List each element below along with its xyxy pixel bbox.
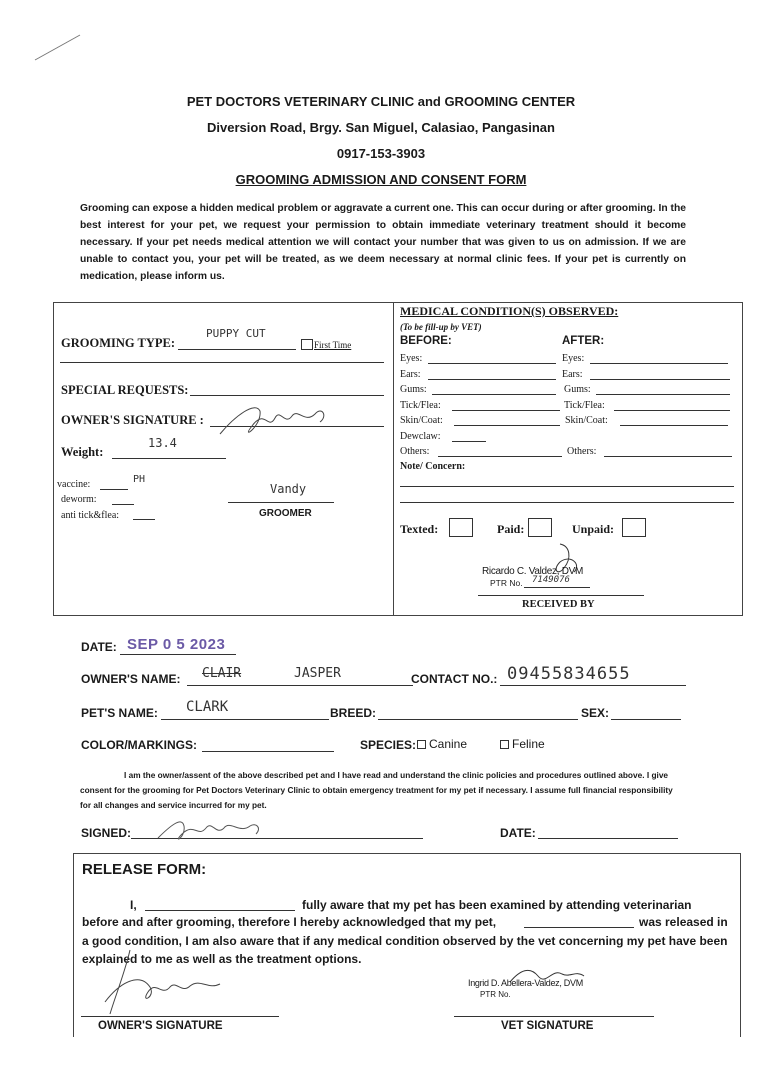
canine-label: Canine: [429, 737, 468, 751]
note-label: Note/ Concern:: [400, 461, 466, 472]
release-name-line: [145, 910, 295, 911]
before-gums: Gums:: [400, 384, 427, 395]
owner-release-line: [81, 1016, 279, 1017]
ptr-value: 7149076: [532, 575, 570, 585]
before-skin-line: [454, 425, 560, 426]
owner-release-signature-scribble: [90, 942, 250, 1022]
sex-label: SEX:: [581, 706, 610, 720]
date-line: [120, 654, 236, 655]
texted-label: Texted:: [400, 522, 439, 536]
grooming-type-line-2: [60, 362, 384, 363]
owner-name-value[interactable]: JASPER: [294, 666, 341, 681]
groomer-line: [228, 502, 334, 503]
pet-name-value[interactable]: CLARK: [186, 699, 229, 715]
before-tick-line: [452, 410, 560, 411]
feline-checkbox[interactable]: [500, 740, 509, 749]
before-others: Others:: [400, 446, 430, 457]
owner-signature-scribble: [210, 396, 330, 446]
deworm-label: deworm:: [61, 494, 97, 505]
owner-signature-label: OWNER'S SIGNATURE :: [61, 413, 204, 427]
before-ears: Ears:: [400, 369, 421, 380]
after-skin-line: [620, 425, 728, 426]
ptr-line: [524, 587, 590, 588]
paid-label: Paid:: [497, 522, 525, 536]
note-line-1: [400, 486, 734, 487]
intro-text: Grooming can expose a hidden medical problem or aggravate a current one. This can occur during or after grooming. In the best interest for your pet, we request your permission to obtain immediate veterinary treatment should it become necessary. If your pet needs medical attention we will contact your number that was given to us on admission. If we are unable to contact you, your pet will be treated, as we deem necessary at normal clinic fees. If your pet is currently on medication, please inform us.: [80, 203, 686, 282]
release-i-label: I,: [130, 898, 137, 912]
signed-date-label: DATE:: [500, 826, 536, 840]
clinic-address: Diversion Road, Brgy. San Miguel, Calasiao, Pangasinan: [207, 120, 555, 135]
release-text-2: before and after grooming, therefore I hereby acknowledged that my pet,: [82, 915, 497, 929]
grooming-type-label: GROOMING TYPE:: [61, 336, 176, 350]
grooming-type-value[interactable]: PUPPY CUT: [206, 327, 266, 340]
after-ears-line: [590, 379, 730, 380]
consent-text: I am the owner/assent of the above described pet and I have read and understand the clinic policies and procedures outlined above. I give consent for the grooming for Pet Doctors Veterinary Clinic to obtain emergency treatment for my pet if necessary. I assume full financial responsibility for all changes and service incurred for my pet.: [80, 770, 673, 810]
vaccine-line: [100, 489, 128, 490]
before-skin: Skin/Coat:: [400, 415, 443, 426]
vet-release-name: Ingrid D. Abellera-Valdez, DVM: [468, 978, 583, 988]
first-time-checkbox[interactable]: [301, 339, 313, 350]
before-gums-line: [432, 394, 556, 395]
before-eyes-line: [428, 363, 556, 364]
unpaid-checkbox[interactable]: [622, 518, 646, 537]
vet-release-ptr: PTR No.: [480, 990, 511, 999]
breed-line: [378, 719, 578, 720]
date-stamp[interactable]: SEP 0 5 2023: [127, 636, 226, 653]
medical-subtitle: (To be fill-up by VET): [400, 322, 482, 332]
release-text-1: fully aware that my pet has been examined by attending veterinarian: [302, 898, 692, 912]
after-others-line: [604, 456, 732, 457]
owner-release-signature-label: OWNER'S SIGNATURE: [98, 1020, 223, 1032]
pet-name-label: PET'S NAME:: [81, 706, 158, 720]
species-label: SPECIES:: [360, 738, 417, 752]
form-title: GROOMING ADMISSION AND CONSENT FORM: [235, 172, 527, 187]
before-tick: Tick/Flea:: [400, 400, 441, 411]
release-text-3: was released in: [639, 915, 728, 929]
weight-line: [112, 458, 226, 459]
release-pet-line: [524, 927, 634, 928]
vet-name: Ricardo C. Valdez, DVM: [482, 566, 584, 577]
box-divider: [393, 302, 394, 616]
after-gums: Gums:: [564, 384, 591, 395]
grooming-type-line: [178, 349, 296, 350]
before-heading: BEFORE:: [400, 335, 452, 347]
paid-checkbox[interactable]: [528, 518, 552, 537]
special-requests-label: SPECIAL REQUESTS:: [61, 383, 189, 397]
signed-signature-scribble: [150, 808, 270, 848]
pen-mark: [30, 30, 90, 65]
before-dewclaw: Dewclaw:: [400, 431, 441, 442]
medical-title: MEDICAL CONDITION(S) OBSERVED:: [400, 304, 619, 318]
groomer-label: GROOMER: [259, 508, 312, 519]
color-line: [202, 751, 334, 752]
after-eyes: Eyes:: [562, 353, 585, 364]
received-by-label: RECEIVED BY: [522, 599, 595, 610]
before-eyes: Eyes:: [400, 353, 423, 364]
feline-label: Feline: [512, 737, 545, 751]
vet-release-signature-label: VET SIGNATURE: [501, 1020, 594, 1032]
clinic-name: PET DOCTORS VETERINARY CLINIC and GROOMING CENTER: [186, 94, 576, 109]
after-skin: Skin/Coat:: [565, 415, 608, 426]
signed-date-line: [538, 838, 678, 839]
anti-tick-line: [133, 519, 155, 520]
after-ears: Ears:: [562, 369, 583, 380]
after-tick-line: [614, 410, 730, 411]
owner-name-label: OWNER'S NAME:: [81, 672, 181, 686]
owner-name-line: [187, 685, 413, 686]
unpaid-label: Unpaid:: [572, 522, 615, 536]
after-gums-line: [596, 394, 730, 395]
after-eyes-line: [590, 363, 728, 364]
contact-line: [500, 685, 686, 686]
weight-label: Weight:: [61, 445, 104, 459]
texted-checkbox[interactable]: [449, 518, 473, 537]
received-line: [478, 595, 644, 596]
ptr-label: PTR No.: [490, 578, 523, 588]
breed-label: BREED:: [330, 706, 377, 720]
vaccine-label: vaccine:: [57, 479, 91, 490]
after-others: Others:: [567, 446, 597, 457]
clinic-phone: 0917-153-3903: [336, 146, 426, 161]
before-ears-line: [428, 379, 556, 380]
weight-value[interactable]: 13.4: [148, 436, 177, 450]
anti-tick-label: anti tick&flea:: [61, 510, 120, 521]
date-label: DATE:: [81, 640, 117, 654]
owner-name-struck: CLAIR: [202, 666, 242, 681]
first-time-label: First Time: [314, 340, 352, 350]
pet-name-line: [161, 719, 329, 720]
color-label: COLOR/MARKINGS:: [81, 738, 197, 752]
deworm-line: [112, 504, 134, 505]
after-heading: AFTER:: [562, 335, 605, 347]
note-line-2: [400, 502, 734, 503]
release-title: RELEASE FORM:: [82, 861, 207, 878]
contact-label: CONTACT NO.:: [411, 672, 498, 686]
before-dewclaw-line: [452, 441, 486, 442]
canine-checkbox[interactable]: [417, 740, 426, 749]
vaccine-value[interactable]: PH: [133, 474, 146, 485]
signed-label: SIGNED:: [81, 826, 132, 840]
release-text-4: a good condition, I am also aware that if any medical condition observed by the vet concerning my pet have been explained to me as well as the treatment options.: [82, 934, 728, 966]
vet-release-line: [454, 1016, 654, 1017]
groomer-name: Vandy: [270, 482, 307, 496]
after-tick: Tick/Flea:: [564, 400, 605, 411]
sex-line: [611, 719, 681, 720]
before-others-line: [438, 456, 562, 457]
contact-value[interactable]: 09455834655: [507, 664, 631, 684]
